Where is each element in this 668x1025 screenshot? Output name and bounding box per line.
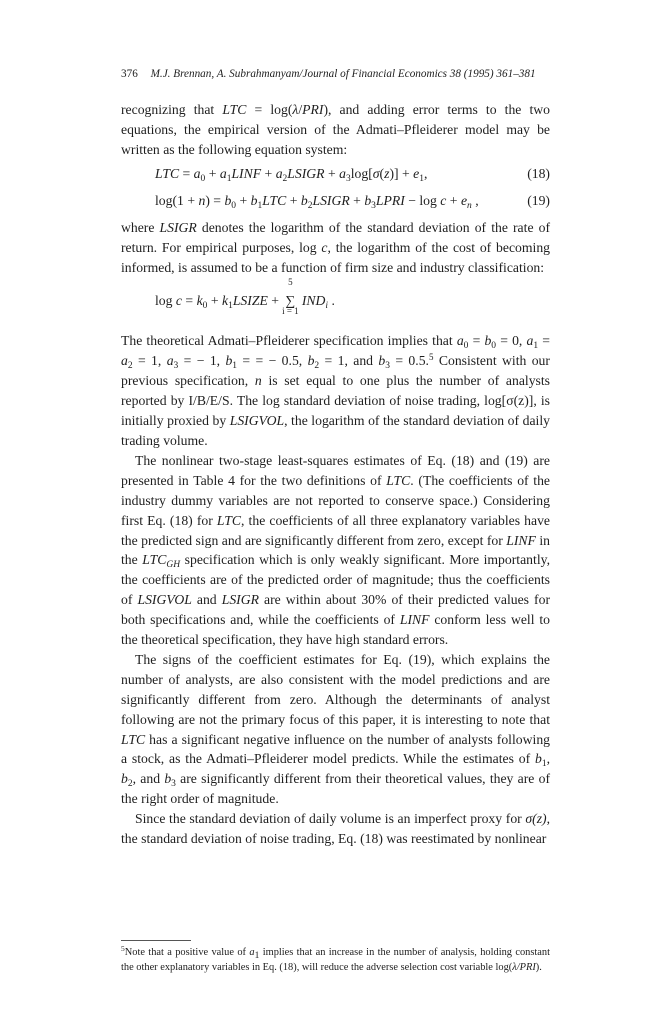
equation-19 — [121, 191, 550, 214]
page-number: 376 — [121, 68, 138, 80]
body-text — [121, 100, 550, 849]
paragraph-4: The nonlinear two-stage least-squares estimates of Eq. (18) and (19) are presented in Table 4 for the two definitions of LTC. (The coefficients of the industry dummy variables are not reported to conserve space.) Considering first Eq. (18) for LTC, the coefficients of all three explanatory variables have the predicted sign and are significantly different from zero, except for LINF in the $LTC_{GH}$ specification which is only weakly significant. More importantly, the coefficients are of the predicted order of magnitude; thus the coefficients of LSIGVOL and LSIGR are within about 30% of their predicted values for both specifications and, while the coefficients of LINF conform less well to the theoretical specification, they have high standard errors. — [121, 452, 551, 648]
footnote-divider — [121, 940, 191, 941]
running-head: M.J. Brennan, A. Subrahmanyam/Journal of Financial Economics 38 (1995) 361–381 — [150, 68, 536, 80]
running-header — [121, 68, 541, 80]
cost-equation-body: $\log c = k_0$ + $k_1LSIZE$ + 5 ∑ i = 1 $IND_i$ . — [155, 277, 335, 317]
equation-18 — [121, 164, 550, 187]
paragraph-5: The signs of the coefficient estimates for Eq. (19), which explains the number of analysts, are also consistent with the model predictions and are significantly different from zero. Although the determinants of analyst following are not the primary focus of this paper, it is interesting to note that LTC has a significant negative influence on the number of analysts following a stock, as the Admati–Pfleiderer model predicts. While the estimates of $b_1$, $b_2$, and $b_3$ are significantly different from their theoretical values, they are of the right order of magnitude. — [121, 651, 551, 807]
equation-18-body: LTC = $a_0$ + $a_1LINF$ + $a_2LSIGR + a_3\log[\sigma(z)] + e_1$, — [155, 165, 428, 184]
equation-19-number: (19) — [527, 192, 550, 208]
paragraph-6: Since the standard deviation of daily volume is an imperfect proxy for σ(z), the standard deviation of noise trading, Eq. (18) was reestimated by nonlinear — [121, 811, 551, 847]
summation-symbol: 5 ∑ i = 1 — [282, 277, 299, 317]
cost-equation — [121, 277, 550, 329]
equation-18-number: (18) — [527, 165, 550, 181]
paragraph-3: The theoretical Admati–Pfleiderer specification implies that $a_0 = b_0 = 0$, $a_1 = a_2 = 1$, $a_3$ = − 1, $b_1$ = = − 0.5, $b_2 = 1$, and $b_3 = 0.5.^5$ Consistent with our previous specification, n is set equal to one plus the number of analysts reported by I/B/E/S. The log standard deviation of noise trading, log[σ(z)], is initially proxied by LSIGVOL, the logarithm of the standard deviation of daily trading volume. — [121, 333, 551, 448]
paragraph-2: where LSIGR denotes the logarithm of the standard deviation of the rate of return. For empirical purposes, log c, the logarithm of the cost of becoming informed, is assumed to be a function of firm size and industry classification: — [121, 219, 551, 275]
footnote-marker: 5 — [121, 944, 125, 953]
paragraph-1: recognizing that LTC = log(λ/PRI), and adding error terms to the two equations, the empirical version of the Admati–Pfleiderer model may be written as the following equation system: — [121, 102, 551, 157]
footnote: $^5$Note that a positive value of $a_1$ implies that an increase in the number of analysis, holding constant the other explanatory variables in Eq. (18), will reduce the adverse selection cost variable log(λ/PRI). — [121, 944, 550, 973]
equation-19-body: $\log(1 + n) = b_0 + b_1LTC$ + $b_2LSIGR$ + $b_3LPRI - \log c + e_n$ , — [155, 192, 479, 211]
footnote-reference: 5 — [428, 352, 434, 363]
